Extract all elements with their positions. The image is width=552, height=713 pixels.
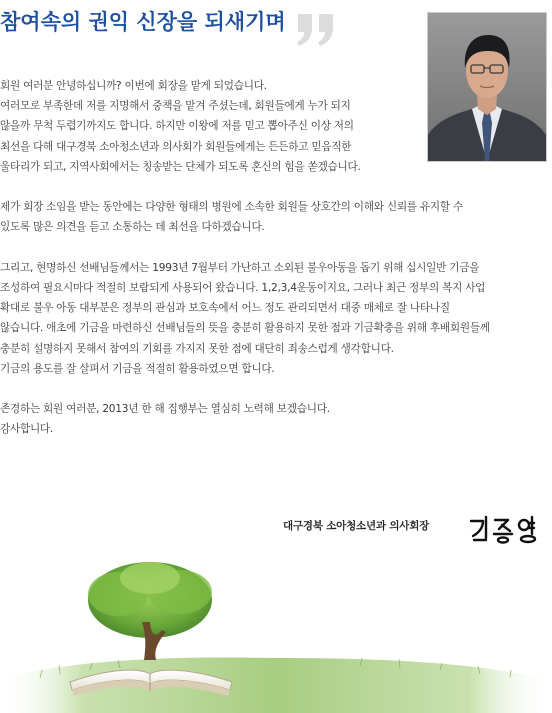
signature-block — [0, 512, 552, 544]
signature-organization: 대구경북 소아청소년과 의사회장 — [283, 520, 430, 532]
paragraph-introduction — [0, 76, 552, 177]
text-line: 않을까 무척 두렵기까지도 합니다. 하지만 이왕에 저를 믿고 뽑아주신 이상 저의 — [0, 120, 354, 133]
text-line: 회원 여러분 안녕하십니까? 이번에 회장을 맡게 되었습니다. — [0, 80, 267, 92]
text-line: 존경하는 회원 여러분, 2013년 한 해 집행부는 열심히 노력해 보겠습니다. — [0, 403, 330, 416]
tree-book-illustration — [0, 560, 552, 713]
text-line: 조성하여 필요시마다 적절히 보람되게 사용되어 왔습니다. 1,2,3,4운동이지요, 그러나 최근 정부의 복지 사업 — [0, 282, 486, 294]
text-line: 있도록 많은 의견을 듣고 소통하는 데 최선을 다하겠습니다. — [0, 221, 265, 234]
text-line: 확대로 불우 아동 대부분은 정부의 관심과 보호속에서 어느 정도 관리되면서 대중 매체로 잘 나타나질 — [0, 302, 450, 315]
quote-mark-icon — [294, 10, 340, 50]
page-title: 참여속의 권익 신장을 되새기며 — [0, 10, 286, 34]
paragraph-closing — [0, 399, 552, 439]
text-line: 않습니다. 애초에 기금을 마련하신 선배님들의 뜻을 충분히 활용하지 못한 점과 기금확충을 위해 후배회원들께 — [0, 322, 490, 335]
greeting-letter — [0, 76, 552, 440]
text-line: 울타리가 되고, 지역사회에서는 칭송받는 단체가 되도록 혼신의 힘을 쏟겠습니다. — [0, 160, 361, 173]
handwritten-signature — [468, 512, 550, 544]
text-line: 제가 회장 소임을 받는 동안에는 다양한 형태의 병원에 소속한 회원들 상호간의 이해와 신뢰를 유지할 수 — [0, 201, 463, 214]
paragraph-fund — [0, 258, 552, 379]
text-line: 충분히 설명하지 못해서 참여의 기회를 가지지 못한 점에 대단히 죄송스럽게 생각합니다. — [0, 342, 394, 355]
paragraph-communication — [0, 197, 552, 237]
text-line: 그리고, 현명하신 선배님들께서는 1993년 7월부터 가난하고 소외된 불우아동을 돕기 위해 십시일반 기금을 — [0, 261, 480, 274]
text-line: 감사합니다. — [0, 423, 54, 436]
text-line: 여러모로 부족한데 저를 지명해서 중책을 맡겨 주셨는데, 회원들에게 누가 되지 — [0, 100, 351, 113]
text-line: 최선을 다해 대구경북 소아청소년과 의사회가 회원들에게는 든든하고 믿음직한 — [0, 140, 352, 153]
text-line: 기금의 용도를 잘 살펴서 기금을 적절히 활용하였으면 합니다. — [0, 362, 275, 375]
